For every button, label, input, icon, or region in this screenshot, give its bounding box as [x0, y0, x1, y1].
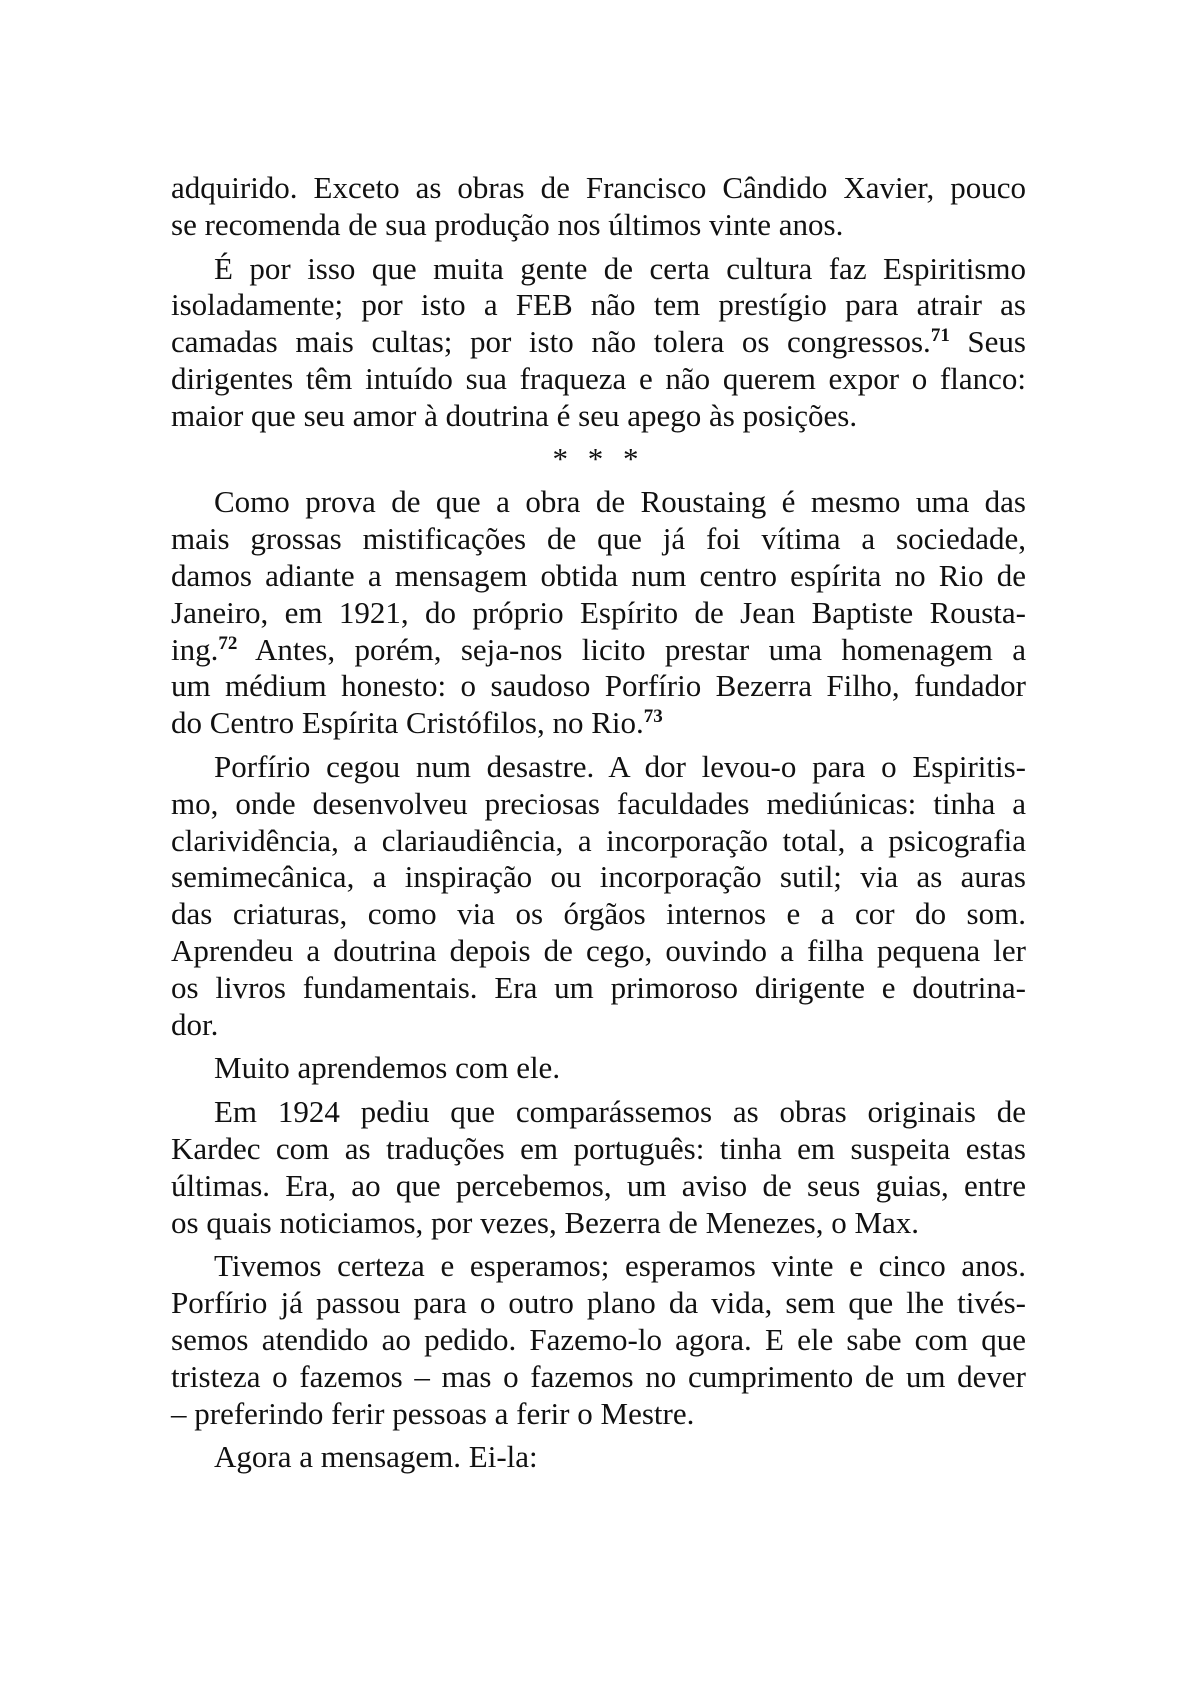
- text-line: semos atendido ao pedido. Fazemo-lo agora. E ele sabe com que: [171, 1321, 1026, 1357]
- text-line: últimas. Era, ao que percebemos, um aviso de seus guias, entre: [171, 1167, 1026, 1203]
- text-line: ing.$^{72}$ Antes, porém, seja-nos licito prestar uma homenagem a: [171, 631, 1026, 667]
- text-line: camadas mais cultas; por isto não tolera os congressos.$^{71}$ Seus: [171, 324, 1026, 360]
- section-separator: * * *: [552, 440, 645, 476]
- text-line: dor.: [171, 1006, 219, 1042]
- text-line: dirigentes têm intuído sua fraqueza e não querem expor o flanco:: [171, 360, 1026, 396]
- text-line: mo, onde desenvolveu preciosas faculdades mediúnicas: tinha a: [171, 785, 1026, 821]
- paragraph: [171, 1439, 1026, 1476]
- text-line: Janeiro, em 1921, do próprio Espírito de Jean Baptiste Rousta-: [171, 594, 1026, 630]
- text-line: maior que seu amor à doutrina é seu apego às posições.: [171, 397, 858, 433]
- text-line: tristeza o fazemos – mas o fazemos no cumprimento de um dever: [171, 1358, 1026, 1394]
- text-line: mais grossas mistificações de que já foi vítima a sociedade,: [171, 521, 1026, 557]
- paragraph: [171, 749, 1026, 1043]
- footnote-ref[interactable]: 73: [643, 706, 663, 728]
- text-line: damos adiante a mensagem obtida num centro espírita no Rio de: [171, 557, 1026, 593]
- text-line: do Centro Espírita Cristófilos, no Rio.$^{73}$: [171, 705, 663, 741]
- text-line: um médium honesto: o saudoso Porfírio Bezerra Filho, fundador: [171, 668, 1026, 704]
- text-line: Agora a mensagem. Ei-la:: [214, 1439, 538, 1475]
- text-line: É por isso que muita gente de certa cultura faz Espiritismo: [214, 250, 1026, 286]
- page-body: [171, 170, 1026, 1476]
- text-line: isoladamente; por isto a FEB não tem prestígio para atrair as: [171, 287, 1026, 323]
- paragraph: [171, 1094, 1026, 1241]
- paragraph: [171, 170, 1026, 244]
- paragraph: [171, 484, 1026, 742]
- text-line: – preferindo ferir pessoas a ferir o Mestre.: [171, 1395, 695, 1431]
- footnote-ref[interactable]: 72: [218, 632, 238, 654]
- text-line: Tivemos certeza e esperamos; esperamos vinte e cinco anos.: [214, 1248, 1026, 1284]
- text-line: os quais noticiamos, por vezes, Bezerra de Menezes, o Max.: [171, 1204, 920, 1240]
- text-line: clarividência, a clariaudiência, a incorporação total, a psicografia: [171, 822, 1026, 858]
- text-line: Porfírio já passou para o outro plano da vida, sem que lhe tivés-: [171, 1285, 1026, 1321]
- text-line: Aprendeu a doutrina depois de cego, ouvindo a filha pequena ler: [171, 932, 1026, 968]
- paragraph: [171, 1248, 1026, 1432]
- text-line: Porfírio cegou num desastre. A dor levou-o para o Espiritis-: [214, 748, 1026, 784]
- text-line: se recomenda de sua produção nos últimos vinte anos.: [171, 206, 844, 242]
- footnote-ref[interactable]: 71: [930, 325, 950, 347]
- text-line: os livros fundamentais. Era um primoroso dirigente e doutrina-: [171, 969, 1026, 1005]
- text-line: Em 1924 pediu que comparássemos as obras originais de: [214, 1094, 1026, 1130]
- paragraph: [171, 251, 1026, 435]
- text-line: Kardec com as traduções em português: tinha em suspeita estas: [171, 1130, 1026, 1166]
- text-line: Muito aprendemos com ele.: [214, 1050, 561, 1086]
- text-line: adquirido. Exceto as obras de Francisco Cândido Xavier, pouco: [171, 170, 1026, 205]
- text-line: Como prova de que a obra de Roustaing é mesmo uma das: [214, 484, 1026, 520]
- text-line: das criaturas, como via os órgãos internos e a cor do som.: [171, 896, 1026, 932]
- text-line: semimecânica, a inspiração ou incorporação sutil; via as auras: [171, 859, 1026, 895]
- paragraph: [171, 1050, 1026, 1087]
